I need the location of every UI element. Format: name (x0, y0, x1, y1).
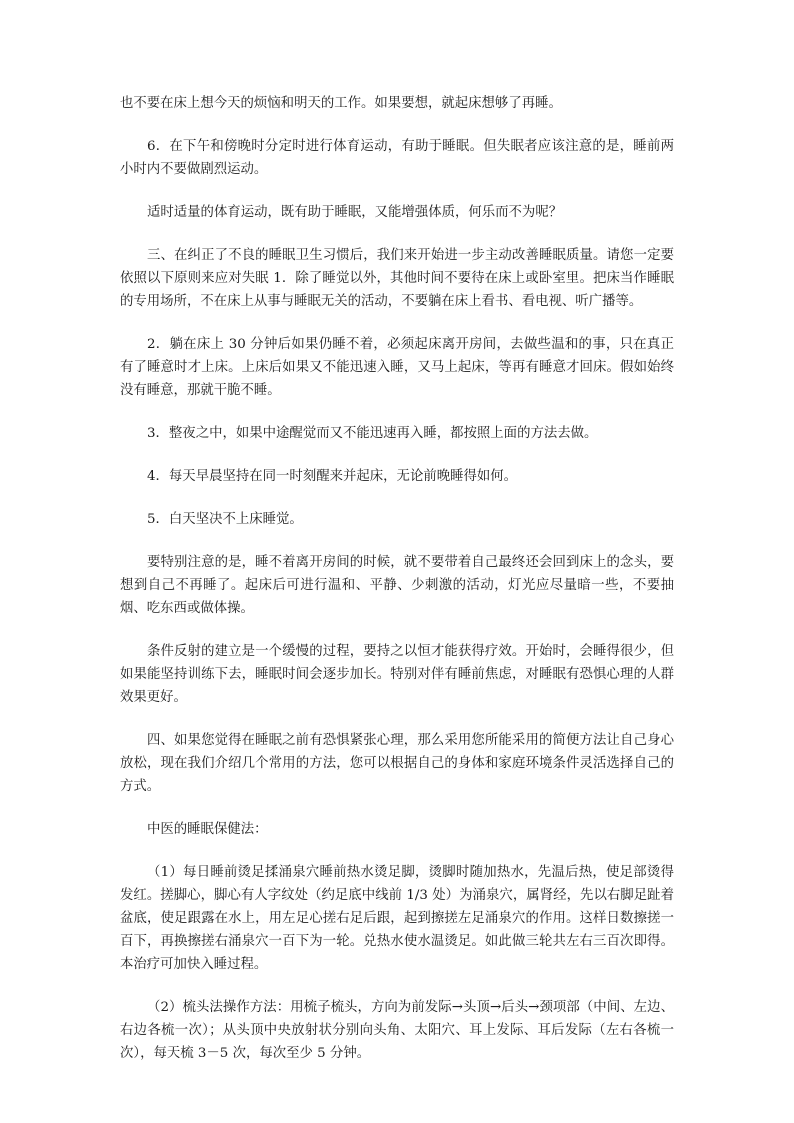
paragraph-tcm-heading: 中医的睡眠保健法： (147, 822, 268, 837)
paragraph-exercise-note: 适时适量的体育运动，既有助于睡眠，又能增强体质，何乐而不为呢？ (147, 205, 563, 220)
paragraph-method-1: （1）每日睡前烫足揉涌泉穴睡前热水烫足脚，烫脚时随加热水，先温后热，使足部烫得发红。搓脚心，脚心有人字纹处（约足底中线前 1/3 处）为涌泉穴，属肾经，先以右脚足趾着盆底，使足跟露在水上，用左足心搓右足后跟，起到擦搓左足涌泉穴的作用。这样日数擦搓一百下，再换擦搓右涌泉穴一百下为一轮。兑热水使水温烫足。如此做三轮共左右三百次即得。本治疗可加快入睡过程。 (120, 865, 674, 972)
paragraph-item-6: 6．在下午和傍晚时分定时进行体育运动，有助于睡眠。但失眠者应该注意的是，睡前两小时内不要做剧烈运动。 (120, 139, 674, 177)
paragraph-rule-4: 4．每天早晨坚持在同一时刻醒来并起床，无论前晚睡得如何。 (147, 469, 518, 484)
paragraph-rule-3: 3．整夜之中，如果中途醒觉而又不能迅速再入睡，都按照上面的方法去做。 (147, 426, 598, 441)
paragraph-section-three: 三、在纠正了不良的睡眠卫生习惯后，我们来开始进一步主动改善睡眠质量。请您一定要依照以下原则来应对失眠 1．除了睡觉以外，其他时间不要待在床上或卧室里。把床当作睡眠的专用场所，不在床上从事与睡眠无关的活动，不要躺在床上看书、看电视、听广播等。 (120, 248, 674, 309)
paragraph-special-note: 要特别注意的是，睡不着离开房间的时候，就不要带着自己最终还会回到床上的念头，要想到自己不再睡了。起床后可进行温和、平静、少刺激的活动，灯光应尽量暗一些，不要抽烟、吃东西或做体操。 (120, 555, 674, 616)
paragraph-rule-2: 2．躺在床上 30 分钟后如果仍睡不着，必须起床离开房间，去做些温和的事，只在真正有了睡意时才上床。上床后如果又不能迅速入睡，又马上起床，等再有睡意才回床。假如始终没有睡意，那就干脆不睡。 (120, 337, 674, 398)
document-body (120, 92, 674, 1085)
paragraph-section-four: 四、如果您觉得在睡眠之前有恐惧紧张心理，那么采用您所能采用的简便方法让自己身心放松，现在我们介绍几个常用的方法，您可以根据自己的身体和家庭环境条件灵活选择自己的方式。 (120, 733, 674, 794)
paragraph-conditioning: 条件反射的建立是一个缓慢的过程，要持之以恒才能获得疗效。开始时，会睡得很少，但如果能坚持训练下去，睡眠时间会逐步加长。特别对伴有睡前焦虑，对睡眠有恐惧心理的人群效果更好。 (120, 644, 674, 705)
paragraph-continuation: 也不要在床上想今天的烦恼和明天的工作。如果要想，就起床想够了再睡。 (120, 96, 562, 111)
paragraph-rule-5: 5．白天坚决不上床睡觉。 (147, 512, 303, 527)
paragraph-method-2: （2）梳头法操作方法：用梳子梳头，方向为前发际→头顶→后头→颈项部（中间、左边、右边各梳一次）；从头顶中央放射状分别向头角、太阳穴、耳上发际、耳后发际（左右各梳一次），每天梳 3－5 次，每次至少 5 分钟。 (120, 1000, 674, 1061)
